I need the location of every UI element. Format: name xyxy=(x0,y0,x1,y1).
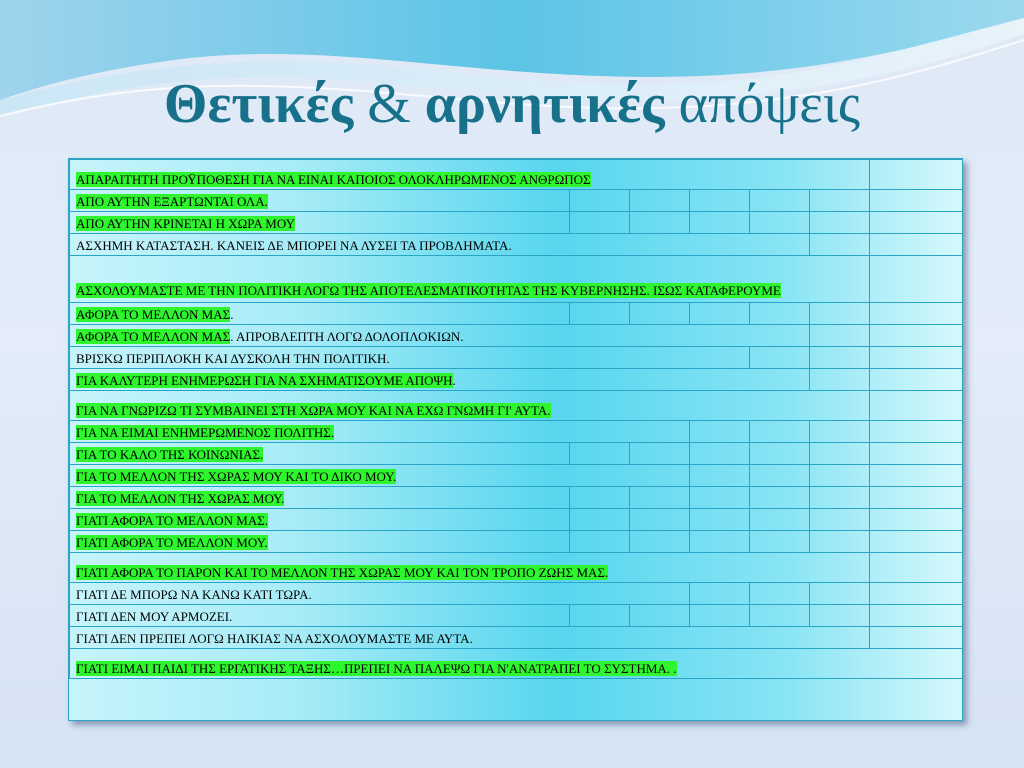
empty-cell xyxy=(810,190,870,212)
table-row xyxy=(70,369,963,391)
empty-cell xyxy=(870,160,963,190)
empty-cell xyxy=(810,509,870,531)
table-row xyxy=(70,256,963,303)
opinion-cell xyxy=(70,256,870,303)
empty-cell xyxy=(570,531,630,553)
empty-cell xyxy=(630,531,690,553)
title-word-negative: αρνητικές xyxy=(424,73,665,135)
empty-cell xyxy=(750,303,810,325)
empty-cell xyxy=(870,605,963,627)
table-row xyxy=(70,325,963,347)
opinion-cell xyxy=(70,531,570,553)
empty-cell xyxy=(690,583,750,605)
slide-title xyxy=(0,72,1024,136)
opinion-cell xyxy=(70,553,870,583)
table-row xyxy=(70,234,963,256)
empty-cell xyxy=(810,487,870,509)
plain-text: ΒΡΙΣΚΩ ΠΕΡΙΠΛΟΚΗ ΚΑΙ ΔΥΣΚΟΛΗ ΤΗΝ ΠΟΛΙΤΙΚΗ. xyxy=(76,351,390,366)
empty-cell xyxy=(690,531,750,553)
highlighted-text: ΑΦΟΡΑ ΤΟ ΜΕΛΛΟΝ ΜΑΣ xyxy=(76,307,231,322)
empty-cell xyxy=(690,605,750,627)
table-row xyxy=(70,190,963,212)
empty-cell xyxy=(810,465,870,487)
empty-cell xyxy=(750,465,810,487)
opinions-table-frame xyxy=(68,158,963,721)
empty-cell xyxy=(870,487,963,509)
table-row xyxy=(70,465,963,487)
opinion-cell xyxy=(70,325,810,347)
opinions-table xyxy=(69,159,963,679)
opinion-cell xyxy=(70,160,870,190)
table-row xyxy=(70,553,963,583)
opinion-cell xyxy=(70,190,570,212)
empty-cell xyxy=(810,583,870,605)
empty-cell xyxy=(870,256,963,303)
empty-cell xyxy=(870,212,963,234)
empty-cell xyxy=(810,347,870,369)
opinion-cell xyxy=(70,649,963,679)
opinion-cell xyxy=(70,391,870,421)
highlighted-text: ΓΙΑ ΤΟ ΚΑΛΟ ΤΗΣ ΚΟΙΝΩΝΙΑΣ. xyxy=(76,447,264,462)
highlighted-text: ΓΙΑ ΤΟ ΜΕΛΛΟΝ ΤΗΣ ΧΩΡΑΣ ΜΟΥ. xyxy=(76,491,285,506)
table-row xyxy=(70,627,963,649)
opinion-cell xyxy=(70,303,570,325)
opinion-cell xyxy=(70,212,570,234)
table-row xyxy=(70,391,963,421)
opinion-cell xyxy=(70,465,690,487)
opinion-cell xyxy=(70,605,570,627)
opinion-cell xyxy=(70,234,810,256)
empty-cell xyxy=(750,347,810,369)
empty-cell xyxy=(570,605,630,627)
opinion-cell xyxy=(70,487,570,509)
empty-cell xyxy=(690,509,750,531)
table-row xyxy=(70,421,963,443)
empty-cell xyxy=(630,509,690,531)
table-row xyxy=(70,649,963,679)
empty-cell xyxy=(750,190,810,212)
highlighted-text: ΓΙΑ ΤΟ ΜΕΛΛΟΝ ΤΗΣ ΧΩΡΑΣ ΜΟΥ ΚΑΙ ΤΟ ΔΙΚΟ ΜΟΥ. xyxy=(76,469,397,484)
table-row xyxy=(70,487,963,509)
plain-text: ΓΙΑΤΙ ΔΕΝ ΜΟΥ ΑΡΜΟΖΕΙ. xyxy=(76,609,233,624)
highlighted-text: ΑΠΑΡΑΙΤΗΤΗ ΠΡΟΫΠΟΘΕΣΗ ΓΙΑ ΝΑ ΕΙΝΑΙ ΚΑΠΟΙΟΣ ΟΛΟΚΛΗΡΩΜΕΝΟΣ ΑΝΘΡΩΠΟΣ xyxy=(76,172,591,187)
opinion-cell xyxy=(70,509,570,531)
table-row xyxy=(70,583,963,605)
highlighted-text: ΓΙΑΤΙ ΑΦΟΡΑ ΤΟ ΜΕΛΛΟΝ ΜΑΣ. xyxy=(76,513,269,528)
highlighted-text: ΑΣΧΟΛΟΥΜΑΣΤΕ ΜΕ ΤΗΝ ΠΟΛΙΤΙΚΗ ΛΟΓΩ ΤΗΣ ΑΠΟΤΕΛΕΣΜΑΤΙΚΟΤΗΤΑΣ ΤΗΣ ΚΥΒΕΡΝΗΣΗΣ. ΙΣΩΣ ΚΑΤΑΦΕΡΟΥΜΕ xyxy=(76,283,781,298)
empty-cell xyxy=(690,443,750,465)
opinion-cell xyxy=(70,627,870,649)
empty-cell xyxy=(870,234,963,256)
empty-cell xyxy=(690,190,750,212)
empty-cell xyxy=(870,303,963,325)
highlighted-text: ΓΙΑ ΝΑ ΓΝΩΡΙΖΩ ΤΙ ΣΥΜΒΑΙΝΕΙ ΣΤΗ ΧΩΡΑ ΜΟΥ ΚΑΙ ΝΑ ΕΧΩ ΓΝΩΜΗ ΓΙ' ΑΥΤΑ. xyxy=(76,403,551,418)
empty-cell xyxy=(750,531,810,553)
highlighted-text: ΑΠΟ ΑΥΤΗΝ ΕΞΑΡΤΩΝΤΑΙ ΟΛΑ. xyxy=(76,194,268,209)
empty-cell xyxy=(810,443,870,465)
empty-cell xyxy=(570,509,630,531)
opinion-cell xyxy=(70,347,750,369)
table-row xyxy=(70,509,963,531)
empty-cell xyxy=(870,190,963,212)
empty-cell xyxy=(810,212,870,234)
empty-cell xyxy=(690,421,750,443)
plain-text: . xyxy=(452,373,456,388)
empty-cell xyxy=(750,212,810,234)
empty-cell xyxy=(810,421,870,443)
empty-cell xyxy=(810,325,870,347)
empty-cell xyxy=(870,391,963,421)
empty-cell xyxy=(810,234,870,256)
empty-cell xyxy=(870,583,963,605)
table-row xyxy=(70,212,963,234)
highlighted-text: ΓΙΑ ΚΑΛΥΤΕΡΗ ΕΝΗΜΕΡΩΣΗ ΓΙΑ ΝΑ ΣΧΗΜΑΤΙΣΟΥΜΕ ΑΠΟΨΗ xyxy=(76,373,453,388)
empty-cell xyxy=(630,605,690,627)
plain-text: ΓΙΑΤΙ ΔΕ ΜΠΟΡΩ ΝΑ ΚΑΝΩ ΚΑΤΙ ΤΩΡΑ. xyxy=(76,587,312,602)
highlighted-text: ΓΙΑΤΙ ΕΙΜΑΙ ΠΑΙΔΙ ΤΗΣ ΕΡΓΑΤΙΚΗΣ ΤΑΞΗΣ…ΠΡΕΠΕΙ ΝΑ ΠΑΛΕΨΩ ΓΙΑ Ν'ΑΝΑΤΡΑΠΕΙ ΤΟ ΣΥΣΤΗΜΑ. . xyxy=(76,661,677,676)
empty-cell xyxy=(870,325,963,347)
table-row xyxy=(70,605,963,627)
empty-cell xyxy=(630,487,690,509)
empty-cell xyxy=(630,190,690,212)
plain-text: ΓΙΑΤΙ ΔΕΝ ΠΡΕΠΕΙ ΛΟΓΩ ΗΛΙΚΙΑΣ ΝΑ ΑΣΧΟΛΟΥΜΑΣΤΕ ΜΕ ΑΥΤΑ. xyxy=(76,631,473,646)
opinion-cell xyxy=(70,421,690,443)
highlighted-text: ΑΦΟΡΑ ΤΟ ΜΕΛΛΟΝ ΜΑΣ xyxy=(76,329,231,344)
title-word-positive: Θετικές xyxy=(163,73,354,135)
empty-cell xyxy=(690,212,750,234)
empty-cell xyxy=(870,509,963,531)
highlighted-text: ΓΙΑ ΝΑ ΕΙΜΑΙ ΕΝΗΜΕΡΩΜΕΝΟΣ ΠΟΛΙΤΗΣ. xyxy=(76,425,335,440)
empty-cell xyxy=(810,369,870,391)
empty-cell xyxy=(870,531,963,553)
empty-cell xyxy=(630,212,690,234)
empty-cell xyxy=(570,303,630,325)
plain-text: ΑΣΧΗΜΗ ΚΑΤΑΣΤΑΣΗ. ΚΑΝΕΙΣ ΔΕ ΜΠΟΡΕΙ ΝΑ ΛΥΣΕΙ ΤΑ ΠΡΟΒΛΗΜΑΤΑ. xyxy=(76,238,512,253)
empty-cell xyxy=(750,509,810,531)
empty-cell xyxy=(570,212,630,234)
empty-cell xyxy=(570,487,630,509)
empty-cell xyxy=(630,303,690,325)
empty-cell xyxy=(870,553,963,583)
highlighted-text: ΑΠΟ ΑΥΤΗΝ ΚΡΙΝΕΤΑΙ Η ΧΩΡΑ ΜΟΥ xyxy=(76,216,295,231)
empty-cell xyxy=(870,347,963,369)
title-word-opinions: απόψεις xyxy=(678,73,861,135)
empty-cell xyxy=(690,465,750,487)
empty-cell xyxy=(870,443,963,465)
plain-text: . ΑΠΡΟΒΛΕΠΤΗ ΛΟΓΩ ΔΟΛΟΠΛΟΚΙΩΝ. xyxy=(230,329,464,344)
table-row xyxy=(70,160,963,190)
empty-cell xyxy=(810,605,870,627)
opinion-cell xyxy=(70,443,570,465)
opinion-cell xyxy=(70,369,810,391)
plain-text: . xyxy=(230,307,234,322)
empty-cell xyxy=(630,443,690,465)
empty-cell xyxy=(690,487,750,509)
title-ampersand: & xyxy=(367,73,411,135)
opinion-cell xyxy=(70,583,690,605)
empty-cell xyxy=(810,531,870,553)
empty-cell xyxy=(750,443,810,465)
empty-cell xyxy=(750,605,810,627)
empty-cell xyxy=(870,369,963,391)
empty-cell xyxy=(870,421,963,443)
table-row xyxy=(70,531,963,553)
highlighted-text: ΓΙΑΤΙ ΑΦΟΡΑ ΤΟ ΠΑΡΟΝ ΚΑΙ ΤΟ ΜΕΛΛΟΝ ΤΗΣ ΧΩΡΑΣ ΜΟΥ ΚΑΙ ΤΟΝ ΤΡΟΠΟ ΖΩΗΣ ΜΑΣ. xyxy=(76,565,609,580)
empty-cell xyxy=(870,465,963,487)
empty-cell xyxy=(750,421,810,443)
table-row xyxy=(70,303,963,325)
empty-cell xyxy=(810,303,870,325)
empty-cell xyxy=(750,583,810,605)
empty-cell xyxy=(570,190,630,212)
empty-cell xyxy=(690,303,750,325)
empty-cell xyxy=(870,627,963,649)
table-row xyxy=(70,443,963,465)
table-row xyxy=(70,347,963,369)
empty-cell xyxy=(570,443,630,465)
empty-cell xyxy=(750,487,810,509)
highlighted-text: ΓΙΑΤΙ ΑΦΟΡΑ ΤΟ ΜΕΛΛΟΝ ΜΟΥ. xyxy=(76,535,268,550)
